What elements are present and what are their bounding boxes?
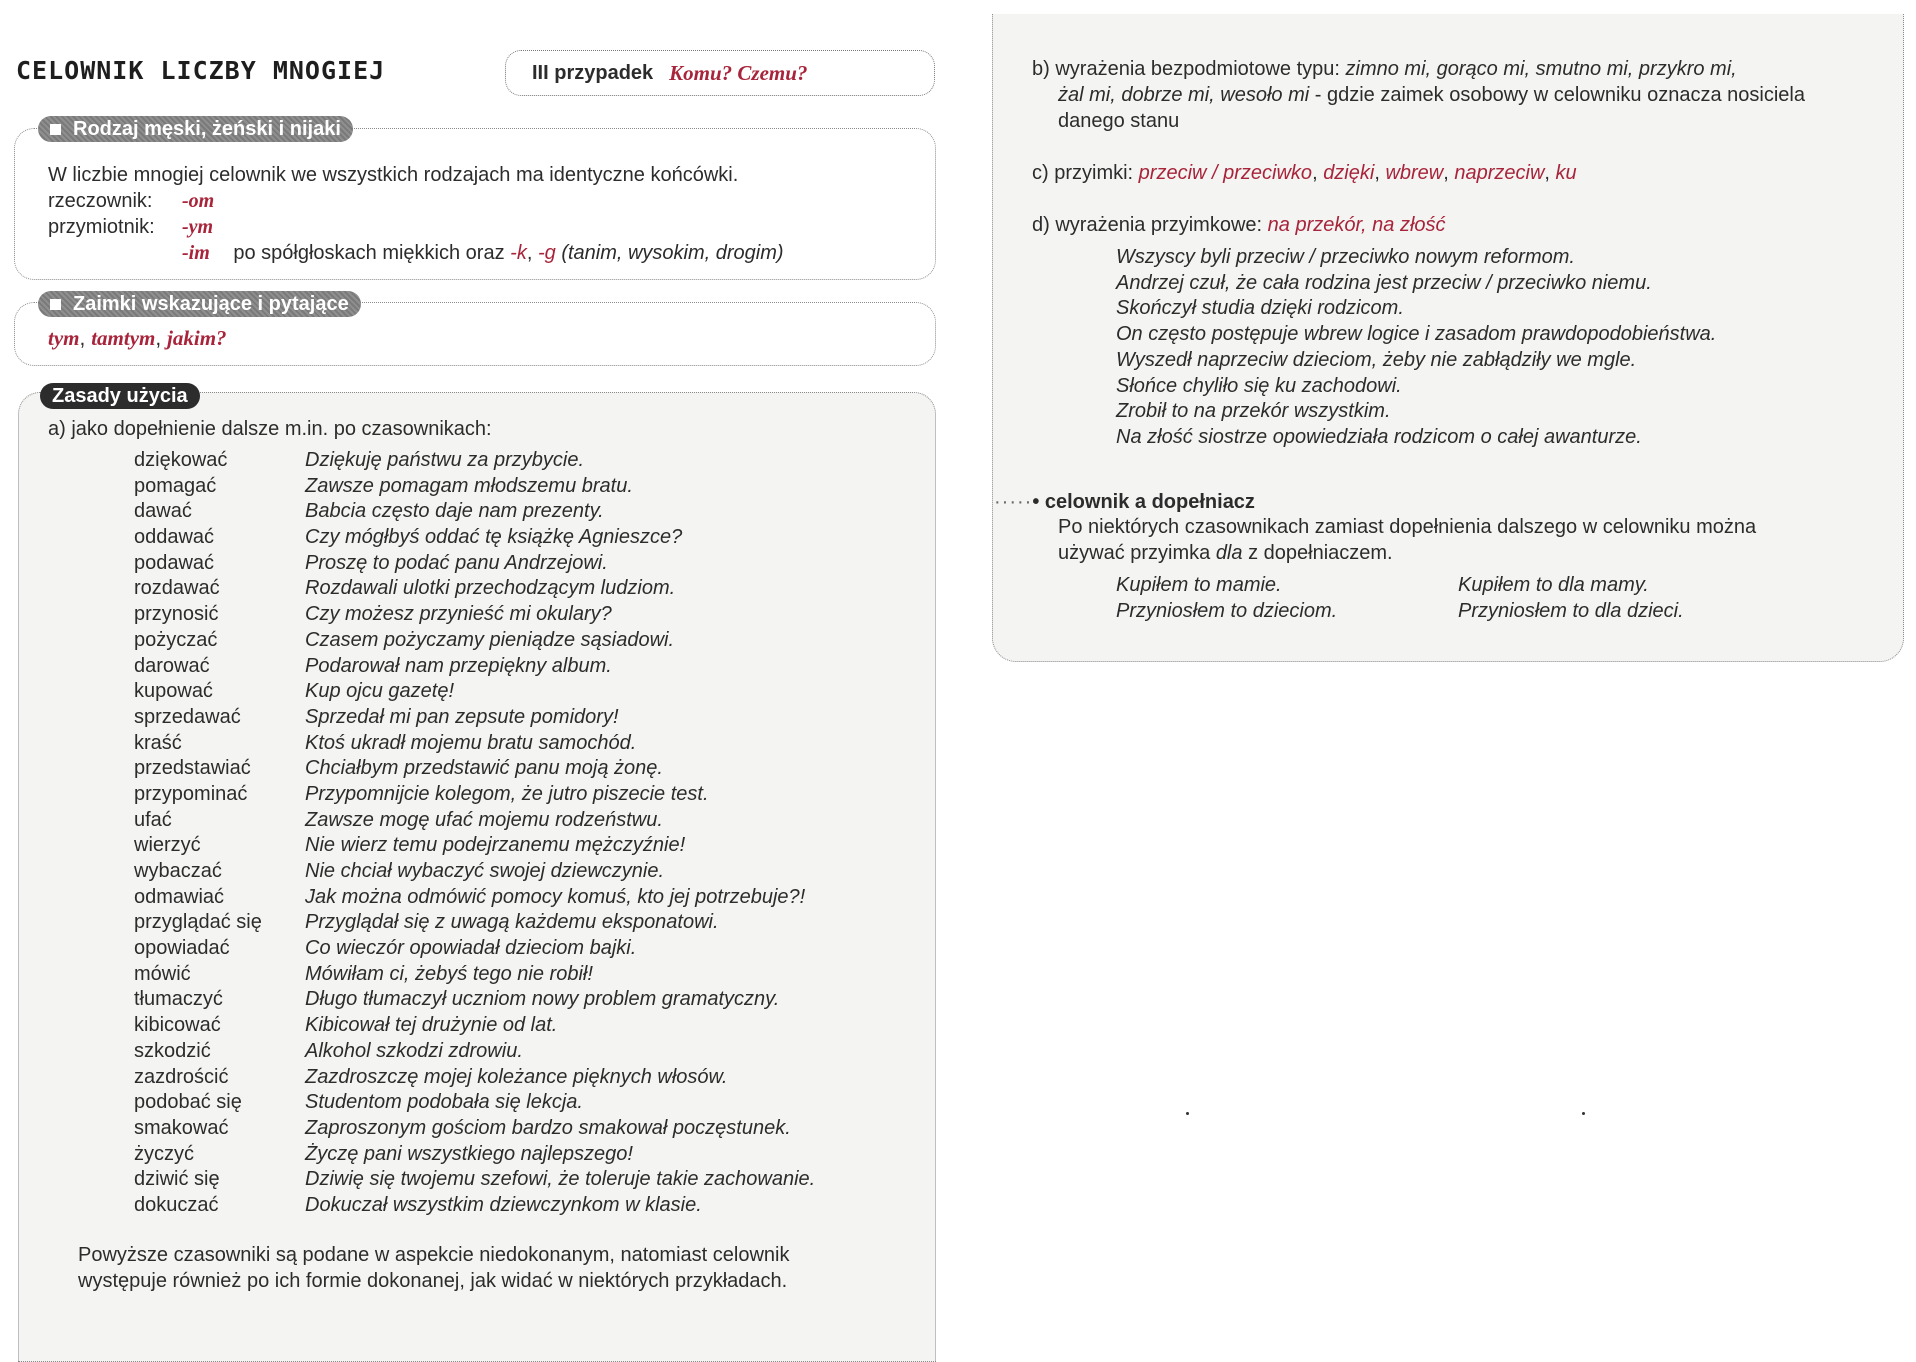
verb-example: Rozdawali ulotki przechodzącym ludziom. (305, 577, 676, 600)
verb-example: Mówiłam ci, żebyś tego nie robił! (305, 962, 593, 985)
verb: ufać (134, 808, 172, 831)
scan-speck (1582, 1112, 1585, 1115)
verb: przedstawiać (134, 757, 251, 780)
verb: dawać (134, 500, 192, 523)
verb-example: Nie chciał wybaczyć swojej dziewczynie. (305, 860, 665, 882)
item-b-examples-2: żal mi, dobrze mi, wesoło mi (1058, 84, 1310, 106)
item-b-rest: - gdzie zaimek osobowy w celowniku oznacza nosiciela (1309, 84, 1805, 106)
intro-line (48, 162, 784, 188)
aspect-note-line: Powyższe czasowniki są podane w aspekcie niedokonanym, natomiast celownik (78, 1244, 790, 1266)
verb-row (134, 576, 815, 602)
prep-item: dzięki (1323, 162, 1375, 184)
verb-row (134, 731, 815, 757)
verb: tłumaczyć (134, 988, 223, 1011)
verb-row (134, 1193, 815, 1219)
item-b-prefix: b) wyrażenia bezpodmiotowe typu: (1032, 58, 1340, 80)
prep-item: ku (1555, 162, 1577, 184)
verb-row (134, 885, 815, 911)
pronoun-tamtym: tamtym (91, 326, 156, 350)
verb-row (134, 962, 815, 988)
verb: życzyć (134, 1142, 194, 1165)
item-c: c) przyimki: przeciw / przeciwko, dzięki, wbrew, naprzeciw, ku (1032, 162, 1577, 184)
prep-examples (1116, 245, 1716, 451)
verb-example: Zaproszonym gościom bardzo smakował poczęstunek. (305, 1116, 791, 1139)
prep-example: On często postępuje wbrew logice i zasadom prawdopodobieństwa. (1116, 323, 1717, 346)
adj-soft-row (48, 240, 784, 266)
section-pronouns-heading (38, 291, 361, 317)
verb-example: Zawsze mogę ufać mojemu rodzeństwu. (305, 808, 663, 831)
adj-note-sep: , (526, 242, 533, 264)
prep-example: Wyszedł naprzeciw dzieciom, żeby nie zabłądziły we mgle. (1116, 348, 1637, 371)
verb-example: Dziękuję państwu za przybycie. (305, 449, 585, 471)
verb-example: Ktoś ukradł mojemu bratu samochód. (305, 731, 637, 754)
usage-intro: a) jako dopełnienie dalsze m.in. po czasownikach: (48, 418, 492, 440)
verb-example: Czasem pożyczamy pieniądze sąsiadowi. (305, 628, 675, 651)
section-genders-content (48, 162, 784, 266)
item-b-rest-2: danego stanu (1058, 110, 1180, 132)
adj-ending-soft: -im (182, 242, 210, 264)
verb-row (134, 474, 815, 500)
verb-example: Podarował nam przepiękny album. (305, 654, 612, 677)
genitive-example: Przyniosłem to dla dzieci. (1458, 600, 1684, 622)
pronoun-sep: , (79, 327, 86, 350)
verb: zazdrościć (134, 1065, 229, 1088)
section-genders-heading (38, 116, 353, 142)
prep-example: Zrobił to na przekór wszystkim. (1116, 400, 1391, 423)
verb: dokuczać (134, 1193, 219, 1216)
dative-example: Kupiłem to mamie. (1116, 574, 1282, 596)
verb: pożyczać (134, 628, 218, 651)
verb-example: Nie wierz temu podejrzanemu mężczyźnie! (305, 834, 686, 857)
verb-row (134, 936, 815, 962)
verb-row (134, 1167, 815, 1193)
adj-note-examples: (tanim, wysokim, drogim) (561, 242, 784, 264)
verb-row (134, 782, 815, 808)
pronoun-tym: tym (48, 326, 80, 350)
verb: podobać się (134, 1091, 242, 1114)
verb: kibicować (134, 1014, 221, 1037)
verb: sprzedawać (134, 705, 241, 728)
square-bullet-icon (50, 124, 61, 135)
verb-example: Przyglądał się z uwagą każdemu eksponatowi. (305, 911, 719, 934)
verb-example: Studentom podobała się lekcja. (305, 1091, 583, 1114)
verb-example: Dokuczał wszystkim dziewczynkom w klasie. (305, 1193, 702, 1216)
scan-speck (1186, 1112, 1189, 1115)
verb: mówić (134, 962, 191, 985)
verb: wybaczać (134, 860, 222, 882)
verb-row (134, 833, 815, 859)
verb-example: Sprzedał mi pan zepsute pomidory! (305, 705, 619, 728)
noun-row (48, 188, 784, 214)
verb-example: Chciałbym przedstawić panu moją żonę. (305, 757, 663, 780)
verb: przyglądać się (134, 911, 262, 934)
verb-example: Życzę pani wszystkiego najlepszego! (305, 1142, 633, 1165)
verb-row (134, 654, 815, 680)
verb: kupować (134, 680, 213, 703)
verb-row (134, 910, 815, 936)
prep-example: Słońce chyliło się ku zachodowi. (1116, 374, 1402, 397)
genitive-examples (1116, 572, 1684, 624)
adj-note-k: -k (510, 242, 527, 264)
aspect-note-line: występuje również po ich formie dokonanej, jak widać w niektórych przykładach. (78, 1270, 788, 1292)
item-c-prefix: c) przyimki: (1032, 162, 1134, 184)
verb-row (134, 756, 815, 782)
prep-item: naprzeciw (1454, 162, 1545, 184)
verb-row (134, 448, 815, 474)
verb-example: Długo tłumaczył uczniom nowy problem gramatyczny. (305, 988, 780, 1011)
genitive-body (1058, 514, 1878, 566)
section-usage-heading (40, 383, 200, 409)
verb-row (134, 1039, 815, 1065)
verb-example: Czy możesz przynieść mi okulary? (305, 603, 612, 626)
verb-row (134, 551, 815, 577)
verb-example: Proszę to podać panu Andrzejowi. (305, 551, 608, 574)
prep-example: Na złość siostrze opowiedziała rodzicom o całej awanturze. (1116, 425, 1642, 448)
verb: wierzyć (134, 834, 201, 857)
genitive-body-line-2: używać przyimka dla z dopełniaczem. (1058, 542, 1393, 564)
verb-example: Babcia często daje nam prezenty. (305, 500, 604, 523)
verb-row (134, 1116, 815, 1142)
genitive-example: Kupiłem to dla mamy. (1458, 574, 1649, 596)
verb-row (134, 808, 815, 834)
verb-example: Co wieczór opowiadał dzieciom bajki. (305, 937, 637, 960)
genitive-pair (1116, 572, 1684, 598)
case-questions: Komu? Czemu? (669, 60, 808, 85)
verb: opowiadać (134, 937, 230, 960)
verb-row (134, 859, 815, 885)
noun-label: rzeczownik: (48, 190, 153, 212)
item-d-phrases: na przekór, na złość (1267, 214, 1446, 236)
genitive-title: ·····• celownik a dopełniacz (994, 491, 1255, 513)
verb-row (134, 1090, 815, 1116)
verb: oddawać (134, 526, 215, 549)
section-usage-heading-text: Zasady użycia (52, 384, 188, 407)
verb: przynosić (134, 603, 219, 626)
verb-row (134, 602, 815, 628)
prep-example: Wszyscy byli przeciw / przeciwko nowym reformom. (1116, 246, 1575, 268)
dative-example: Przyniosłem to dzieciom. (1116, 600, 1338, 622)
prep-item: przeciw / przeciwko (1138, 162, 1313, 184)
case-label: III przypadek (532, 61, 654, 84)
item-d-prefix: d) wyrażenia przyimkowe: (1032, 214, 1263, 236)
genitive-body-line: Po niektórych czasownikach zamiast dopełnienia dalszego w celowniku można (1058, 516, 1757, 538)
pronoun-forms (48, 326, 227, 351)
dotted-leader: ····· (994, 491, 1033, 513)
verb: szkodzić (134, 1039, 211, 1062)
adj-soft-note: po spółgłoskach miękkich oraz (233, 242, 505, 264)
verb-example: Alkohol szkodzi zdrowiu. (305, 1039, 523, 1062)
pronoun-jakim: jakim? (167, 326, 227, 350)
case-box (505, 50, 935, 96)
verb-row (134, 525, 815, 551)
verb-example: Jak można odmówić pomocy komuś, kto jej potrzebuje?! (305, 885, 806, 908)
verb-row (134, 987, 815, 1013)
verb: rozdawać (134, 577, 220, 600)
verb: podawać (134, 551, 215, 574)
verb: smakować (134, 1116, 229, 1139)
verb-example: Zazdroszczę mojej koleżance pięknych włosów. (305, 1065, 728, 1088)
genitive-pair (1116, 598, 1684, 624)
verb: kraść (134, 731, 182, 754)
section-pronouns-heading-text: Zaimki wskazujące i pytające (73, 292, 349, 315)
square-bullet-icon (50, 299, 61, 310)
item-b (1032, 56, 1892, 134)
section-genders-heading-text: Rodzaj męski, żeński i nijaki (73, 117, 341, 140)
page-title: CELOWNIK LICZBY MNOGIEJ (16, 56, 386, 85)
verb-row (134, 628, 815, 654)
intro-text: W liczbie mnogiej celownik we wszystkich rodzajach ma identyczne końcówki. (48, 164, 739, 186)
verb: odmawiać (134, 885, 225, 908)
adj-label: przymiotnik: (48, 216, 155, 238)
verb: dziękować (134, 449, 228, 471)
verb-example: Kibicował tej drużynie od lat. (305, 1014, 558, 1037)
adj-ending: -ym (182, 216, 214, 238)
item-d (1032, 212, 1446, 238)
verb: darować (134, 654, 210, 677)
verb-row (134, 679, 815, 705)
verb-example: Zawsze pomagam młodszemu bratu. (305, 474, 633, 497)
verb-row (134, 1142, 815, 1168)
verb-row (134, 705, 815, 731)
prep-item: wbrew (1385, 162, 1444, 184)
verb: pomagać (134, 474, 217, 497)
prep-example: Skończył studia dzięki rodzicom. (1116, 297, 1404, 320)
dla-word: dla (1215, 542, 1243, 564)
adj-row (48, 214, 784, 240)
verb-example: Przypomnijcie kolegom, że jutro piszecie test. (305, 782, 709, 805)
genitive-title-text: celownik a dopełniacz (1044, 491, 1255, 513)
verb-row (134, 1013, 815, 1039)
prep-example: Andrzej czuł, że cała rodzina jest przeciw / przeciwko niemu. (1116, 271, 1652, 294)
pronoun-sep: , (155, 327, 162, 350)
item-b-examples: zimno mi, gorąco mi, smutno mi, przykro mi, (1345, 58, 1737, 80)
verb-row (134, 1065, 815, 1091)
verb-example: Kup ojcu gazetę! (305, 680, 454, 703)
verb-example: Czy mógłbyś oddać tę książkę Agnieszce? (305, 526, 683, 549)
verb-example: Dziwię się twojemu szefowi, że toleruje takie zachowanie. (305, 1168, 816, 1191)
verb-list (134, 448, 815, 1219)
adj-note-g: -g (537, 242, 556, 264)
verb-row (134, 499, 815, 525)
verb: przypominać (134, 782, 248, 805)
noun-ending: -om (182, 190, 215, 212)
aspect-note (78, 1242, 878, 1294)
verb: dziwić się (134, 1168, 220, 1191)
